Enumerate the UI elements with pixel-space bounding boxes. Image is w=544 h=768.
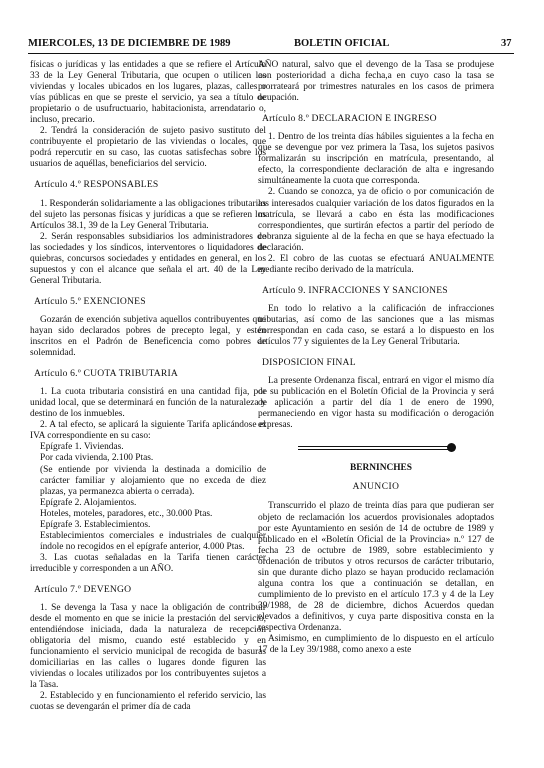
header-page-number: 37	[501, 38, 512, 49]
paragraph: 1. Responderán solidariamente a las obligaciones tributarias del sujeto las personas físicas y jurídicas a que se refieren los Artículos 38.1, 39 de la Ley General Tributaria.	[30, 198, 266, 231]
paragraph: 2. Serán responsables subsidiarios los administradores de las sociedades y los síndicos, interventores o liquidadores de quiebras, concursos sociedades y entidades en general, en los supuestos y con el alcance que señala el art. 40 de la Ley General Tributaria.	[30, 231, 266, 286]
paragraph: AÑO natural, salvo que el devengo de la Tasa se produjese con posterioridad a dicha fecha,a en cuyo caso la tasa se prorrateará por trimestres naturales en los casos de primera ocupación.	[258, 60, 494, 104]
paragraph: 2. El cobro de las cuotas se efectuará ANUALMENTE mediante recibo derivado de la matrícula.	[258, 253, 494, 275]
header-rule	[28, 53, 514, 54]
paragraph: 2. Establecido y en funcionamiento el referido servicio, las cuotas se devengarán el primer día de cada	[30, 691, 266, 713]
article-heading: Artículo 7.º DEVENGO	[34, 583, 132, 595]
tariff-line: Epígrafe 2. Alojamientos.	[40, 497, 137, 508]
divider-line	[298, 446, 448, 447]
tariff-line: Hoteles, moteles, paradores, etc., 30.000 Ptas.	[40, 508, 213, 519]
section-divider	[258, 437, 494, 455]
paragraph: En todo lo relativo a la calificación de infracciones tributarias, así como de las sanciones que a las mismas correspondan en cada caso, se estará a lo dispuesto en los artículos 77 y siguientes de la Ley General Tributaria.	[258, 303, 494, 348]
paragraph: 3. Las cuotas señaladas en la Tarifa tienen carácter irreducible y corresponden a un AÑO.	[30, 552, 266, 574]
page-header	[28, 38, 514, 52]
tariff-line: Establecimientos comerciales e industriales de cualquier índole no recogidos en el epígrafe anterior, 4.000 Ptas.	[40, 530, 266, 552]
article-heading: Artículo 9. INFRACCIONES Y SANCIONES	[262, 284, 448, 296]
tariff-line: Por cada vivienda, 2.100 Ptas.	[40, 453, 154, 464]
notice-heading: ANUNCIO	[352, 482, 400, 493]
paragraph: 1. Dentro de los treinta días hábiles siguientes a la fecha en que se devengue por vez primera la Tasa, los sujetos pasivos formalizarán su inscripción en matrícula, presentando, al efecto, la correspondiente declaración de alta e ingresando simultáneamente la cuota que corresponda.	[258, 132, 494, 187]
paragraph: 1. Se devenga la Tasa y nace la obligación de contribuir desde el momento en que se inicie la prestación del servicio, entendiéndose iniciada, dada la naturaleza de recepción obligatoria del mismo, cuando esté establecido y en funcionamiento el servicio municipal de recogida de basuras domiciliarias en las calles o lugares donde figuren las viviendas o locales utilizados por los contribuyentes sujetos a la Tasa.	[30, 603, 266, 691]
divider-line	[298, 449, 448, 450]
tariff-line: Epígrafe 1. Viviendas.	[40, 442, 124, 453]
paragraph: 2. A tal efecto, se aplicará la siguiente Tarifa aplicándose el IVA correspondiente en su caso:	[30, 420, 266, 442]
paragraph: 2. Cuando se conozca, ya de oficio o por comunicación de los interesados cualquier variación de los datos figurados en la matrícula, se llevará a cabo en ésta las modificaciones correspondientes, que surtirán efectos a partir del período de cobranza siguiente al de la fecha en que se haya efectuado la declaración.	[258, 187, 494, 253]
left-column	[30, 60, 266, 713]
paragraph: 2. Tendrá la consideración de sujeto pasivo sustituto del contribuyente el propietario de las viviendas o locales, que podrá repercutir en su caso, las cuotas satisfechas sobre los usuarios de aquéllas, beneficiarios del servicio.	[30, 126, 266, 170]
town-heading: BERNINCHES	[350, 463, 412, 474]
tariff-line: Epígrafe 3. Establecimientos.	[40, 519, 151, 530]
paragraph: La presente Ordenanza fiscal, entrará en vigor el mismo día de su publicación en el Boletín Oficial de la Provincia y será de aplicación a partir del día 1 de enero de 1990, permaneciendo en vigor hasta su modificación o derogación expresas.	[258, 376, 494, 431]
article-heading: Artículo 6.º CUOTA TRIBUTARIA	[34, 368, 179, 380]
article-heading: Artículo 4.º RESPONSABLES	[34, 179, 159, 191]
paragraph: 1. La cuota tributaria consistirá en una cantidad fija, por unidad local, que se determinará en función de la naturaleza y destino de los inmuebles.	[30, 387, 266, 420]
article-heading: Artículo 8.º DECLARACION E INGRESO	[262, 113, 437, 125]
paragraph: Gozarán de exención subjetiva aquellos contribuyentes que hayan sido declarados pobres de precepto legal, y estén inscritos en el Padrón de Beneficencia como pobres de solemnidad.	[30, 314, 266, 359]
divider-dot	[447, 443, 456, 452]
header-publication: BOLETIN OFICIAL	[294, 38, 390, 49]
tariff-line: (Se entiende por vivienda la destinada a domicilio de carácter familiar y alojamiento que no exceda de diez plazas, ya permanezca abierta o cerrada).	[40, 464, 266, 497]
section-heading: DISPOSICION FINAL	[262, 357, 356, 369]
paragraph: físicas o jurídicas y las entidades a que se refiere el Artículo 33 de la Ley General Tributaria, que ocupen o utilicen las viviendas y locales ubicados en los lugares, plazas, calles o vías públicas en que se preste el servicio, ya sea a título de propietario o de usufructuario, habitacionista, arrendatario o, incluso, precario.	[30, 60, 266, 126]
article-heading: Artículo 5.º EXENCIONES	[34, 295, 146, 307]
right-column	[258, 60, 494, 656]
paragraph: Asimismo, en cumplimiento de lo dispuesto en el artículo 17 de la Ley 39/1988, como anexo a este	[258, 634, 494, 656]
header-date: MIERCOLES, 13 DE DICIEMBRE DE 1989	[28, 38, 231, 49]
paragraph: Transcurrido el plazo de treinta días para que pudieran ser objeto de reclamación los acuerdos provisionales adoptados por este Ayuntamiento en sesión de 14 de octubre de 1989 y publicado en el «Boletín Oficial de la Provincia» n.º 127 de fecha 23 de octubre de 1989, sobre establecimiento y ordenación de tributos y otros recursos de carácter tributario, sin que durante dicho plazo se hayan producido reclamación alguna contra los que a continuación se detallan, en cumplimiento de lo previsto en el artículo 17.3 y 4 de la Ley 39/1988, de 28 de diciembre, dichos Acuerdos quedan elevados a definitivos, y cuya parte dispositiva consta en la respectiva Ordenanza.	[258, 501, 494, 633]
